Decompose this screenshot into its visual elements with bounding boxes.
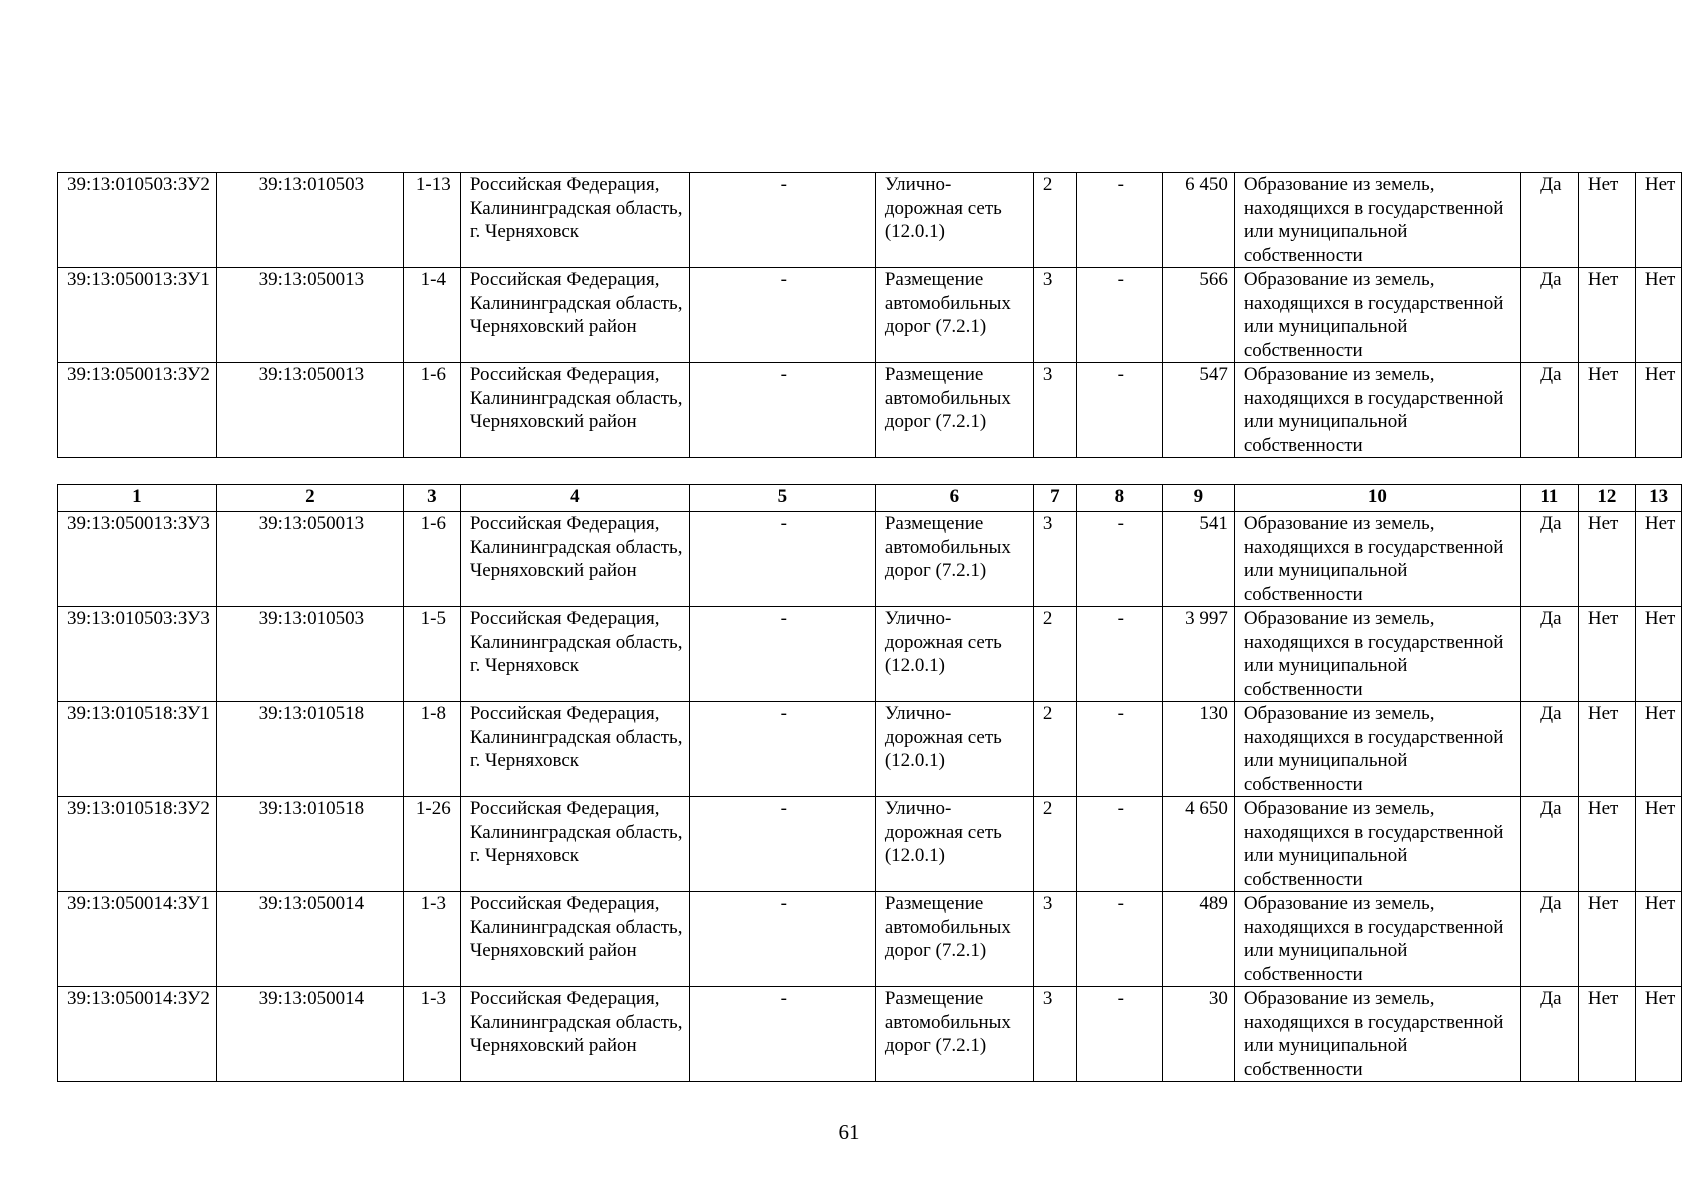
cell-point-range: 1-6: [403, 512, 460, 607]
cell-cadastral-number: 39:13:010518:ЗУ2: [58, 797, 217, 892]
cell-separator: -: [1076, 892, 1162, 987]
cell-flag-c: Нет: [1635, 892, 1681, 987]
cell-flag-a: Да: [1520, 797, 1578, 892]
cell-zone: 3: [1033, 987, 1076, 1082]
cell-flag-b: Нет: [1578, 268, 1635, 363]
cell-separator: -: [1076, 987, 1162, 1082]
cell-flag-a: Да: [1520, 702, 1578, 797]
cell-separator: -: [1076, 702, 1162, 797]
cell-flag-c: Нет: [1635, 512, 1681, 607]
cell-separator: -: [1076, 363, 1162, 458]
cell-cadastral-quarter: 39:13:050013: [216, 268, 403, 363]
cell-zone: 2: [1033, 173, 1076, 268]
cell-category: -: [689, 797, 875, 892]
table-top-body: [58, 173, 1682, 458]
table-row: [58, 702, 1682, 797]
cell-zone: 2: [1033, 702, 1076, 797]
col-num-5: 5: [689, 485, 875, 512]
cell-point-range: 1-5: [403, 607, 460, 702]
cell-flag-c: Нет: [1635, 268, 1681, 363]
cell-permitted-use: Улично-дорожная сеть (12.0.1): [875, 173, 1033, 268]
cell-cadastral-quarter: 39:13:010518: [216, 702, 403, 797]
cell-category: -: [689, 268, 875, 363]
cell-point-range: 1-8: [403, 702, 460, 797]
cell-cadastral-quarter: 39:13:050013: [216, 512, 403, 607]
cell-flag-b: Нет: [1578, 797, 1635, 892]
cell-category: -: [689, 702, 875, 797]
cell-address: Российская Федерация, Калининградская область, г. Черняховск: [460, 607, 689, 702]
cell-point-range: 1-4: [403, 268, 460, 363]
cell-flag-a: Да: [1520, 363, 1578, 458]
cell-cadastral-number: 39:13:010503:ЗУ3: [58, 607, 217, 702]
cell-cadastral-quarter: 39:13:050013: [216, 363, 403, 458]
cell-cadastral-quarter: 39:13:010503: [216, 607, 403, 702]
cell-category: -: [689, 607, 875, 702]
column-number-row: [58, 485, 1682, 512]
cell-cadastral-number: 39:13:050014:ЗУ2: [58, 987, 217, 1082]
cell-area: 130: [1162, 702, 1234, 797]
col-num-13: 13: [1635, 485, 1681, 512]
cell-point-range: 1-3: [403, 987, 460, 1082]
cell-address: Российская Федерация, Калининградская область, г. Черняховск: [460, 702, 689, 797]
col-num-6: 6: [875, 485, 1033, 512]
cell-zone: 2: [1033, 797, 1076, 892]
cell-permitted-use: Размещение автомобильных дорог (7.2.1): [875, 363, 1033, 458]
cell-address: Российская Федерация, Калининградская область, Черняховский район: [460, 268, 689, 363]
cell-area: 489: [1162, 892, 1234, 987]
col-num-3: 3: [403, 485, 460, 512]
cell-flag-b: Нет: [1578, 363, 1635, 458]
table-row: [58, 363, 1682, 458]
cell-flag-a: Да: [1520, 512, 1578, 607]
cell-separator: -: [1076, 607, 1162, 702]
cell-separator: -: [1076, 173, 1162, 268]
col-num-7: 7: [1033, 485, 1076, 512]
cell-category: -: [689, 512, 875, 607]
cell-formation-method: Образование из земель, находящихся в государственной или муниципальной собственности: [1234, 987, 1520, 1082]
cell-address: Российская Федерация, Калининградская область, г. Черняховск: [460, 797, 689, 892]
cell-formation-method: Образование из земель, находящихся в государственной или муниципальной собственности: [1234, 607, 1520, 702]
cell-area: 547: [1162, 363, 1234, 458]
cell-flag-a: Да: [1520, 173, 1578, 268]
table-bottom-body: [58, 485, 1682, 1082]
cell-flag-b: Нет: [1578, 702, 1635, 797]
col-num-8: 8: [1076, 485, 1162, 512]
cell-address: Российская Федерация, Калининградская область, Черняховский район: [460, 363, 689, 458]
col-num-1: 1: [58, 485, 217, 512]
cell-cadastral-quarter: 39:13:050014: [216, 892, 403, 987]
cell-zone: 2: [1033, 607, 1076, 702]
cell-flag-c: Нет: [1635, 987, 1681, 1082]
page-number: 61: [838, 1120, 860, 1144]
cell-flag-c: Нет: [1635, 702, 1681, 797]
cell-point-range: 1-26: [403, 797, 460, 892]
cell-flag-a: Да: [1520, 607, 1578, 702]
cell-permitted-use: Размещение автомобильных дорог (7.2.1): [875, 892, 1033, 987]
cell-address: Российская Федерация, Калининградская область, Черняховский район: [460, 987, 689, 1082]
cell-area: 6 450: [1162, 173, 1234, 268]
cell-permitted-use: Размещение автомобильных дорог (7.2.1): [875, 268, 1033, 363]
cell-flag-a: Да: [1520, 892, 1578, 987]
table-row: [58, 173, 1682, 268]
cell-cadastral-number: 39:13:010518:ЗУ1: [58, 702, 217, 797]
cell-permitted-use: Улично-дорожная сеть (12.0.1): [875, 702, 1033, 797]
cell-formation-method: Образование из земель, находящихся в государственной или муниципальной собственности: [1234, 268, 1520, 363]
cell-address: Российская Федерация, Калининградская область, Черняховский район: [460, 892, 689, 987]
cell-flag-c: Нет: [1635, 607, 1681, 702]
cell-point-range: 1-13: [403, 173, 460, 268]
cell-point-range: 1-3: [403, 892, 460, 987]
cell-permitted-use: Улично-дорожная сеть (12.0.1): [875, 797, 1033, 892]
col-num-12: 12: [1578, 485, 1635, 512]
cell-formation-method: Образование из земель, находящихся в государственной или муниципальной собственности: [1234, 797, 1520, 892]
cell-formation-method: Образование из земель, находящихся в государственной или муниципальной собственности: [1234, 702, 1520, 797]
cell-cadastral-number: 39:13:010503:ЗУ2: [58, 173, 217, 268]
cell-area: 541: [1162, 512, 1234, 607]
cell-flag-a: Да: [1520, 268, 1578, 363]
cell-zone: 3: [1033, 512, 1076, 607]
cell-category: -: [689, 173, 875, 268]
cell-area: 566: [1162, 268, 1234, 363]
cell-cadastral-number: 39:13:050014:ЗУ1: [58, 892, 217, 987]
cell-area: 30: [1162, 987, 1234, 1082]
cell-flag-b: Нет: [1578, 607, 1635, 702]
cell-address: Российская Федерация, Калининградская область, Черняховский район: [460, 512, 689, 607]
cell-address: Российская Федерация, Калининградская область, г. Черняховск: [460, 173, 689, 268]
cell-formation-method: Образование из земель, находящихся в государственной или муниципальной собственности: [1234, 892, 1520, 987]
cell-cadastral-number: 39:13:050013:ЗУ2: [58, 363, 217, 458]
table-row: [58, 797, 1682, 892]
cell-formation-method: Образование из земель, находящихся в государственной или муниципальной собственности: [1234, 512, 1520, 607]
table-row: [58, 892, 1682, 987]
col-num-2: 2: [216, 485, 403, 512]
cell-area: 4 650: [1162, 797, 1234, 892]
col-num-11: 11: [1520, 485, 1578, 512]
cell-category: -: [689, 363, 875, 458]
cell-flag-b: Нет: [1578, 512, 1635, 607]
cell-separator: -: [1076, 268, 1162, 363]
cell-flag-a: Да: [1520, 987, 1578, 1082]
cell-flag-c: Нет: [1635, 797, 1681, 892]
table-row: [58, 512, 1682, 607]
cell-flag-b: Нет: [1578, 892, 1635, 987]
col-num-10: 10: [1234, 485, 1520, 512]
land-table-top: [57, 172, 1682, 458]
cell-cadastral-quarter: 39:13:050014: [216, 987, 403, 1082]
land-table-bottom: [57, 484, 1682, 1082]
table-row: [58, 268, 1682, 363]
cell-category: -: [689, 892, 875, 987]
cell-cadastral-number: 39:13:050013:ЗУ1: [58, 268, 217, 363]
cell-permitted-use: Размещение автомобильных дорог (7.2.1): [875, 987, 1033, 1082]
cell-flag-b: Нет: [1578, 173, 1635, 268]
cell-separator: -: [1076, 797, 1162, 892]
cell-cadastral-number: 39:13:050013:ЗУ3: [58, 512, 217, 607]
cell-permitted-use: Размещение автомобильных дорог (7.2.1): [875, 512, 1033, 607]
cell-formation-method: Образование из земель, находящихся в государственной или муниципальной собственности: [1234, 173, 1520, 268]
cell-flag-b: Нет: [1578, 987, 1635, 1082]
table-row: [58, 987, 1682, 1082]
cell-cadastral-quarter: 39:13:010518: [216, 797, 403, 892]
cell-zone: 3: [1033, 892, 1076, 987]
col-num-9: 9: [1162, 485, 1234, 512]
table-row: [58, 607, 1682, 702]
cell-separator: -: [1076, 512, 1162, 607]
cell-formation-method: Образование из земель, находящихся в государственной или муниципальной собственности: [1234, 363, 1520, 458]
cell-flag-c: Нет: [1635, 363, 1681, 458]
cell-permitted-use: Улично-дорожная сеть (12.0.1): [875, 607, 1033, 702]
cell-point-range: 1-6: [403, 363, 460, 458]
cell-zone: 3: [1033, 363, 1076, 458]
col-num-4: 4: [460, 485, 689, 512]
cell-area: 3 997: [1162, 607, 1234, 702]
cell-category: -: [689, 987, 875, 1082]
cell-cadastral-quarter: 39:13:010503: [216, 173, 403, 268]
cell-zone: 3: [1033, 268, 1076, 363]
cell-flag-c: Нет: [1635, 173, 1681, 268]
